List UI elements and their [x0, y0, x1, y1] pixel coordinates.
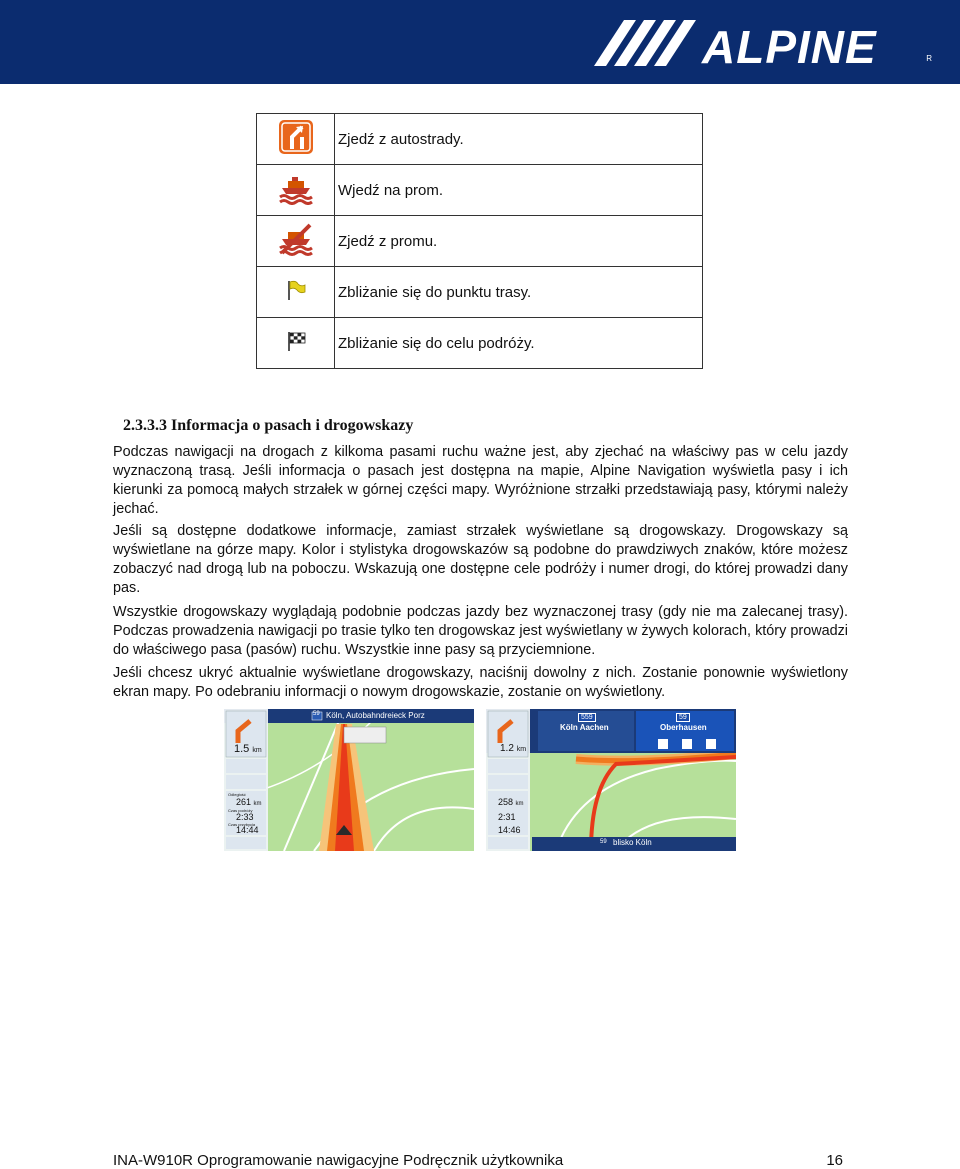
bottom-road-name: blisko Köln	[613, 838, 652, 847]
distance-value: 1.2	[500, 743, 514, 754]
waypoint-flag-icon	[284, 278, 308, 302]
page-header	[0, 0, 960, 84]
icon-cell	[257, 216, 335, 267]
paragraph: Jeśli chcesz ukryć aktualnie wyświetlane drogowskazy, naciśnij dowolny z nich. Zostanie ponownie wyświetlony ekran mapy. Po odebraniu informacji o nowym drogowskazie, zostanie on wyświetlony.	[113, 665, 848, 700]
ferry-icon	[278, 171, 314, 205]
alpine-logo	[584, 18, 932, 73]
remaining-distance-unit: km	[515, 801, 524, 807]
arrival-label: Czas przybycia	[228, 822, 256, 827]
icon-description: Zjedź z promu.	[335, 216, 703, 267]
arrival-time: 14:46	[498, 825, 521, 835]
icon-description: Zbliżanie się do celu podróży.	[335, 318, 703, 369]
page-number: 16	[826, 1152, 843, 1169]
distance-readout	[500, 743, 526, 754]
road-name: Köln, Autobahndreieck Porz	[326, 711, 425, 720]
table-row	[257, 114, 703, 165]
logo-wordmark: ALPINE	[702, 21, 877, 73]
remaining-dist-label: Odległość	[228, 792, 246, 797]
ferry-exit-icon	[278, 221, 314, 257]
screenshot-signposts	[486, 709, 736, 851]
time-left: 2:31	[498, 812, 516, 822]
road-number: 59	[313, 711, 320, 717]
paragraph: Wszystkie drogowskazy wyglądają podobnie podczas jazdy bez wyznaczonej trasy (gdy nie ma zalecanej trasy). Podczas prowadzenia nawigacji po trasie tylko ten drogowskaz jest wyświetlany w żywych kolorach, który prowadzi do właściwego pasa (pasów) ruchu. Wszystkie inne pasy są przyciemnione.	[113, 604, 848, 658]
bottom-road-number: 59	[600, 839, 607, 845]
destination-flag-icon	[284, 329, 308, 353]
arrival-time: 14:44	[236, 825, 259, 835]
remaining-distance-value: 258	[498, 797, 514, 807]
icon-description: Wjedź na prom.	[335, 165, 703, 216]
table-row	[257, 216, 703, 267]
signpost-text: Oberhausen	[660, 723, 707, 732]
remaining-distance	[236, 797, 262, 807]
icon-cell	[257, 318, 335, 369]
signpost-number: 559	[578, 713, 596, 722]
logo-stripes-icon	[584, 18, 704, 68]
table-row	[257, 267, 703, 318]
time-left-label: Czas podróży	[228, 808, 253, 813]
time-left: 2:33	[236, 812, 254, 822]
icon-description: Zbliżanie się do punktu trasy.	[335, 267, 703, 318]
distance-unit: km	[252, 747, 262, 754]
screenshot-lane-info	[224, 709, 474, 851]
remaining-distance-unit: km	[253, 801, 262, 807]
icon-description: Zjedź z autostrady.	[335, 114, 703, 165]
signpost-text: Köln Aachen	[560, 723, 609, 732]
distance-unit: km	[516, 746, 527, 753]
page-footer	[113, 1152, 843, 1169]
exit-highway-icon	[278, 119, 314, 155]
table-row	[257, 318, 703, 369]
document-title: INA-W910R Oprogramowanie nawigacyjne Podręcznik użytkownika	[113, 1152, 564, 1169]
paragraph: Podczas nawigacji na drogach z kilkoma pasami ruchu ważne jest, aby zjechać na właściwy pas w celu jazdy wyznaczoną trasą. Jeśli informacja o pasach jest dostępna na mapie, Alpine Navigation wyświetla pasy i ich kierunki za pomocą małych strzałek w górnej części mapy. Wyróżnione strzałki przedstawiają pasy, którymi należy jechać.	[113, 444, 848, 517]
paragraph: Jeśli są dostępne dodatkowe informacje, zamiast strzałek wyświetlane są drogowskazy. Drogowskazy są wyświetlane na górze mapy. Kolor i stylistyka drogowskazów są podobne do prawdziwych znaków, które możesz zobaczyć nad drogą lub na poboczu. Wskazują one dostępne cele podróży i numer drogi, do której prowadzi dany pas.	[113, 523, 848, 596]
signpost-number: 59	[676, 713, 690, 722]
icon-cell	[257, 267, 335, 318]
registered-mark: R	[926, 54, 932, 63]
section-title: 2.3.3.3 Informacja o pasach i drogowskazy	[123, 417, 414, 434]
distance-value: 1.5	[234, 743, 250, 755]
distance-readout	[234, 743, 262, 755]
icon-cell	[257, 114, 335, 165]
maneuver-icon-table	[256, 113, 703, 369]
remaining-distance-value: 261	[236, 797, 252, 807]
table-row	[257, 165, 703, 216]
icon-cell	[257, 165, 335, 216]
remaining-distance	[498, 797, 524, 807]
